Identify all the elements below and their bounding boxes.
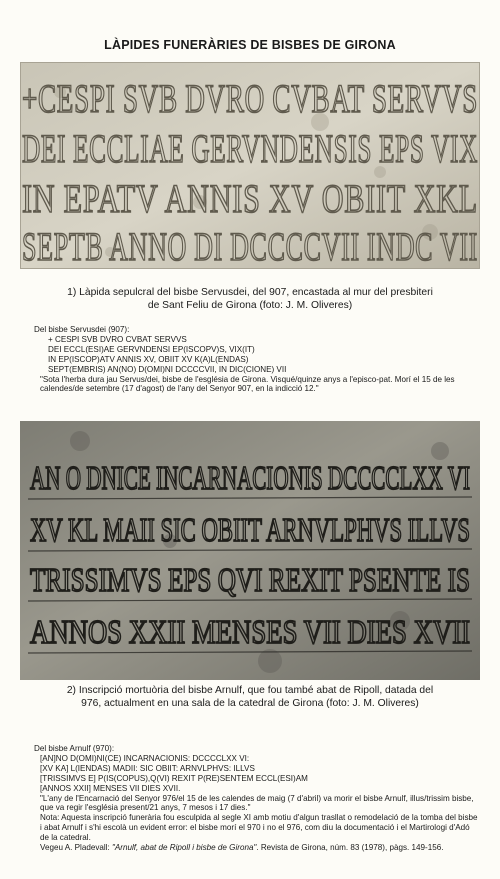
stone1-line-2: DEI ECCLIAE GERVNDENSIS EPS VIX <box>22 126 478 171</box>
caption-arnulf: 2) Inscripció mortuòria del bisbe Arnulf, que fou també abat de Ripoll, datada del 976, actualment en una sala de la catedral de Girona (foto: J. M. Oliveres) <box>66 685 434 709</box>
transcription-line: [XV KA] L(IENDAS) MADII: SIC OBIIT: ARNVLPHVS: ILLVS <box>40 763 255 773</box>
inscription-photo-servusdei <box>20 62 480 269</box>
translation-text: "Sota l'herba dura jau Servus/dei, bisbe de l'església de Girona. Visqué/quinze anys a l'episco-pat. Morí el 15 de les calendes/de setembre (17 d'agost) de l'any del Senyor 907, en la indicció 12." <box>40 374 455 394</box>
transcription-line: [AN]NO D(OMI)NI(CE) INCARNACIONIS: DCCCCLXX VI: <box>40 753 250 763</box>
inscription-photo-arnulf <box>20 421 480 680</box>
stone2-line-4: ANNOS XXII MENSES VII DIES XVII <box>30 614 470 651</box>
transcription-arnulf <box>34 744 480 853</box>
transcription-line: [TRISSIMVS E] P(IS(COPUS),Q(VI) REXIT P(RE)SENTEM ECCL(ESI)AM <box>40 773 308 783</box>
transcription-line: IN EP(ISCOP)ATV ANNIS XV, OBIIT XV K(A)L(ENDAS) <box>48 354 249 364</box>
stone1-line-4: SEPTB ANNO DI DCCCCVII INDC VII <box>22 224 478 269</box>
caption-servusdei: 1) Làpida sepulcral del bisbe Servusdei, del 907, encastada al mur del presbiteri de Sant Feliu de Girona (foto: J. M. Oliveres) <box>67 287 433 311</box>
stone2-line-2: XV KL MAII SIC OBIIT ARNVLPHVS ILLVS <box>30 512 470 549</box>
stone1-line-1: +CESPI SVB DVRO CVBAT SERVVS <box>22 76 478 121</box>
bibliography <box>34 843 480 853</box>
stone-tablet-servusdei <box>20 62 480 269</box>
stone-tablet-arnulf <box>20 421 480 680</box>
transcription-line: SEPT(EMBRIS) AN(NO) D(OMI)NI DCCCCVII, IN DIC(CIONE) VII <box>48 364 287 374</box>
page-title: LÀPIDES FUNERÀRIES DE BISBES DE GIRONA <box>104 38 396 52</box>
stone2-line-1: AN O DNICE INCARNACIONIS DCCCCLXX VI <box>30 460 470 497</box>
note-text: Nota: Aquesta inscripció funerària fou esculpida al segle XI amb motiu d'algun trasllat o remodelació de la tomba del bisbe i abat Arnulf i s'hi escolà un evident error: el bisbe morí el 970 i no el 976, com diu la documentació i el Martirologi d'Adó de la catedral. <box>40 813 478 843</box>
transcription-servusdei <box>34 325 480 394</box>
biblio-author: Vegeu A. Pladevall: <box>40 843 112 853</box>
stone1-line-3: IN EPATV ANNIS XV OBIIT XKL <box>22 176 478 221</box>
transcription-line: + CESPI SVB DVRO CVBAT SERVVS <box>48 334 187 344</box>
translation-text: "L'any de l'Encarnació del Senyor 976/el 15 de les calendes de maig (7 d'abril) va morir el bisbe Arnulf, illus/trissim bisbe, que va regir l'església present/21 anys, 7 mesos i 17 dies." <box>40 793 474 813</box>
transcription-heading: Del bisbe Servusdei (907): <box>34 325 130 334</box>
transcription-line: DEI ECCL(ESI)AE GERVNDENSI EP(ISCOPV)S, VIX(IT) <box>48 344 255 354</box>
transcription-heading: Del bisbe Arnulf (970): <box>34 744 115 753</box>
stone2-line-3: TRISSIMVS EPS QVI REXIT PSENTE IS <box>30 562 470 599</box>
biblio-rest: . Revista de Girona, núm. 83 (1978), pàgs. 149-156. <box>256 843 444 853</box>
transcription-line: [ANNOS XXII] MENSES VII DIES XVII. <box>40 783 181 793</box>
biblio-title: "Arnulf, abat de Ripoll i bisbe de Girona" <box>112 843 257 853</box>
